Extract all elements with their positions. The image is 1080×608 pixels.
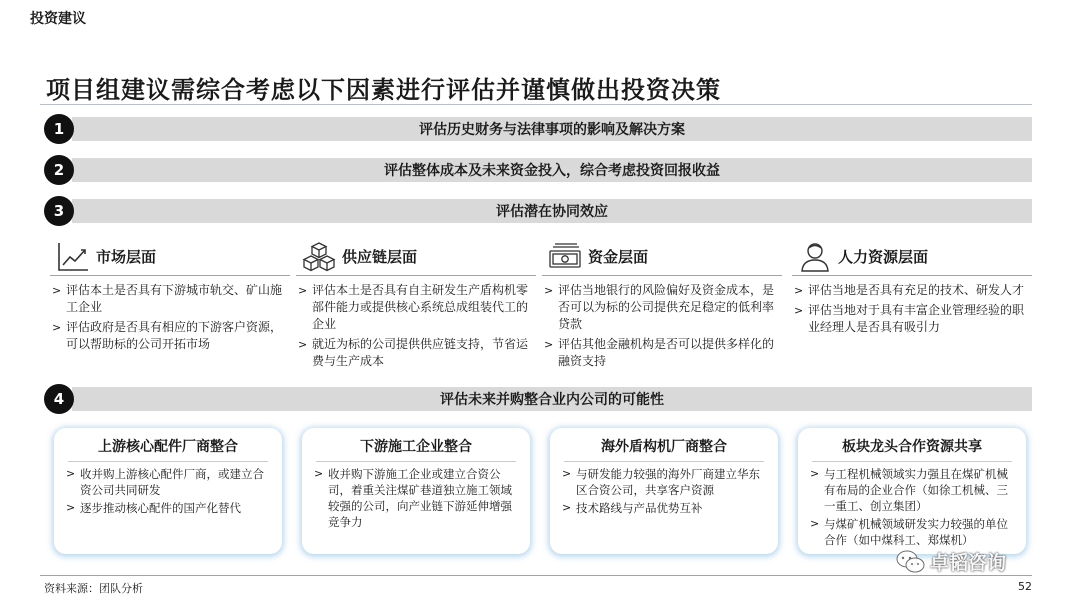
list-item: > 评估当地银行的风险偏好及资金成本，是否可以为标的公司提供充足稳定的低利率贷款	[542, 282, 782, 333]
bullet-list	[542, 282, 782, 370]
step-4-number: 4	[44, 384, 74, 414]
banknote-icon	[548, 241, 582, 273]
integration-card-downstream	[302, 428, 530, 554]
card-title: 上游核心配件厂商整合	[68, 436, 268, 462]
step-1-label: 评估历史财务与法律事项的影响及解决方案	[419, 122, 685, 138]
step-1-bar	[72, 117, 1032, 141]
step-3-number: 3	[44, 196, 74, 226]
list-item: > 就近为标的公司提供供应链支持，节省运费与生产成本	[296, 336, 536, 370]
list-item: > 与工程机械领域实力强且在煤矿机械有布局的企业合作（如徐工机械、三一重工、创立集团）	[808, 466, 1016, 514]
column-title: 资金层面	[588, 248, 649, 266]
step-2-number: 2	[44, 155, 74, 185]
step-3-bar	[72, 199, 1032, 223]
list-item: > 评估当地对于具有丰富企业管理经验的职业经理人是否具有吸引力	[792, 302, 1032, 336]
synergy-column-funding	[542, 238, 782, 373]
wechat-icon	[896, 549, 926, 575]
list-item: > 评估政府是否具有相应的下游客户资源，可以帮助标的公司开拓市场	[50, 319, 290, 353]
column-title: 市场层面	[96, 248, 157, 266]
watermark-text: 卓韬咨询	[930, 552, 1007, 574]
step-4-label: 评估未来并购整合业内公司的可能性	[440, 392, 664, 408]
column-header	[50, 238, 290, 276]
page-number: 52	[1018, 580, 1032, 593]
bullet-list	[64, 466, 272, 516]
integration-card-overseas	[550, 428, 778, 554]
column-header	[296, 238, 536, 276]
integration-card-industry-leaders	[798, 428, 1026, 554]
column-title: 人力资源层面	[838, 248, 929, 266]
column-header	[542, 238, 782, 276]
person-icon	[798, 241, 832, 273]
list-item: > 与煤矿机械领域研发实力较强的单位合作（如中煤科工、郑煤机）	[808, 516, 1016, 548]
watermark	[896, 548, 1006, 575]
page-title: 项目组建议需综合考虑以下因素进行评估并谨慎做出投资决策	[46, 75, 721, 104]
bullet-list	[50, 282, 290, 353]
footer-divider	[40, 575, 1032, 576]
synergy-column-human-resources	[792, 238, 1032, 339]
list-item: > 评估本土是否具有下游城市轨交、矿山施工企业	[50, 282, 290, 316]
bullet-list	[296, 282, 536, 370]
column-title: 供应链层面	[342, 248, 418, 266]
list-item: > 评估本土是否具有自主研发生产盾构机零部件能力或提供核心系统总成组装代工的企业	[296, 282, 536, 333]
synergy-column-supply-chain	[296, 238, 536, 373]
title-divider	[40, 104, 1032, 105]
list-item: > 与研发能力较强的海外厂商建立华东区合资公司，共享客户资源	[560, 466, 768, 498]
step-1-number: 1	[44, 114, 74, 144]
bullet-list	[560, 466, 768, 516]
step-2-bar	[72, 158, 1032, 182]
line-chart-icon	[56, 241, 90, 273]
list-item: > 技术路线与产品优势互补	[560, 500, 768, 516]
synergy-column-market	[50, 238, 290, 356]
source-note: 资料来源：团队分析	[44, 582, 143, 595]
list-item: > 评估当地是否具有充足的技术、研发人才	[792, 282, 1032, 299]
bullet-list	[312, 466, 520, 530]
section-label: 投资建议	[30, 11, 86, 27]
list-item: > 收并购上游核心配件厂商，或建立合资公司共同研发	[64, 466, 272, 498]
step-3-label: 评估潜在协同效应	[496, 204, 608, 220]
step-2-label: 评估整体成本及未来资金投入，综合考虑投资回报收益	[384, 163, 720, 179]
list-item: > 逐步推动核心配件的国产化替代	[64, 500, 272, 516]
column-header	[792, 238, 1032, 276]
cubes-icon	[302, 241, 336, 273]
card-title: 板块龙头合作资源共享	[812, 436, 1012, 462]
card-title: 海外盾构机厂商整合	[564, 436, 764, 462]
step-4-bar	[72, 387, 1032, 411]
list-item: > 收并购下游施工企业或建立合资公司，着重关注煤矿巷道独立施工领域较强的公司，向产业链下游延伸增强竞争力	[312, 466, 520, 530]
bullet-list	[792, 282, 1032, 336]
card-title: 下游施工企业整合	[316, 436, 516, 462]
list-item: > 评估其他金融机构是否可以提供多样化的融资支持	[542, 336, 782, 370]
bullet-list	[808, 466, 1016, 548]
integration-card-upstream	[54, 428, 282, 554]
